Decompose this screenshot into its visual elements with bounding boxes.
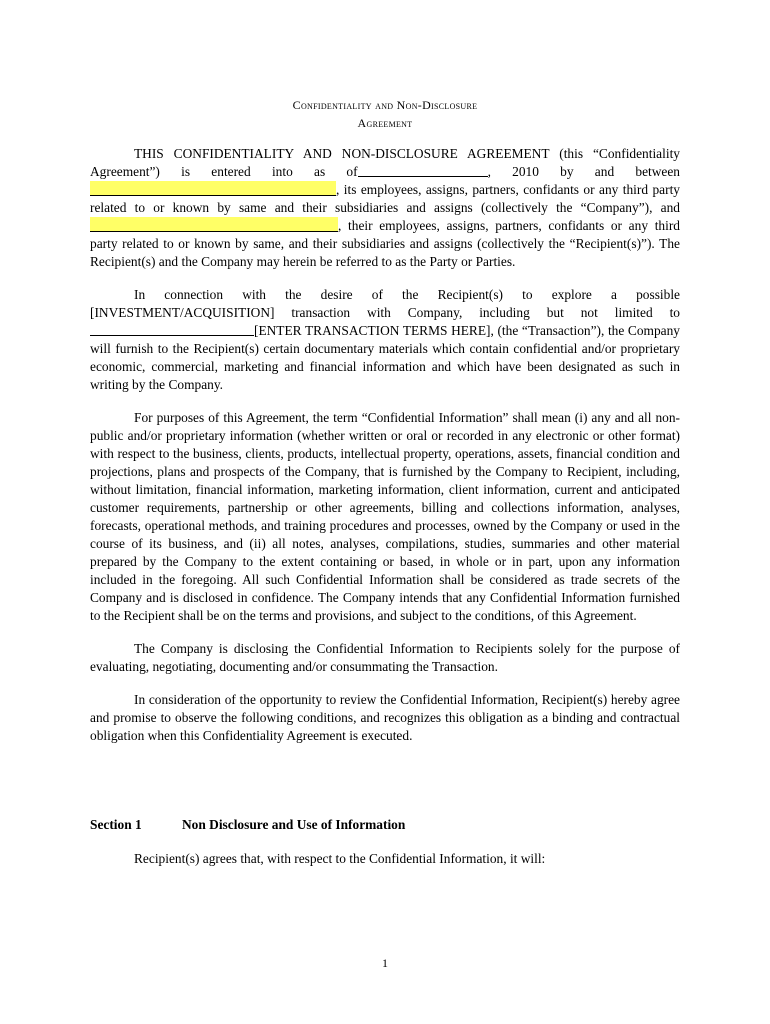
parties-text-c: , its employees, assigns, partners, confidants or any third party related to or known by same and their subsidiaries and assigns (collectively the “Company”), and [90, 182, 680, 215]
company-name-field[interactable] [90, 181, 336, 196]
section-1-heading [90, 816, 405, 834]
transaction-terms-blank[interactable] [90, 323, 254, 336]
parties-text-d: , their employees, assigns, partners, confidants or any third party related to or known by same, and their subsidiaries and assigns (collectively the “Recipient(s)”). The Recipient(s) and the Company may herein be referred to as the Party or Parties. [90, 218, 680, 269]
paragraph-consideration: In consideration of the opportunity to review the Confidential Information, Recipient(s) hereby agree and promise to observe the following conditions, and recognizes this obligation as a binding and contractual obligation when this Confidentiality Agreement is executed. [90, 692, 680, 743]
recipient-name-field[interactable] [90, 217, 338, 232]
paragraph-purpose: The Company is disclosing the Confidential Information to Recipients solely for the purpose of evaluating, negotiating, documenting and/or consummating the Transaction. [90, 641, 680, 674]
title-line-2: Agreement [357, 116, 413, 130]
paragraph-parties [90, 145, 680, 271]
paragraph-definition: For purposes of this Agreement, the term “Confidential Information” shall mean (i) any and all non-public and/or proprietary information (whether written or oral or recorded in any electronic or other format) with respect to the business, clients, products, intellectual property, operations, assets, financial condition and projections, plans and prospects of the Company, that is furnished by the Company to Recipient, including, without limitation, financial information, marketing information, client information, current and anticipated customer requirements, partnership or other agreements, billing and collections information, analyses, forecasts, operational methods, and training procedures and processes, owned by the Company or used in the course of its business, and (ii) all notes, analyses, compilations, studies, summaries and other material prepared by the Company to the extent containing or based, in whole or in part, upon any information included in the foregoing. All such Confidential Information shall be considered as trade secrets of the Company and is disclosed in confidence. The Company intends that any Confidential Information furnished to the Recipient shall be on the terms and provisions, and subject to the conditions, of this Agreement. [90, 410, 680, 623]
section-1-intro: Recipient(s) agrees that, with respect to the Confidential Information, it will: [134, 851, 546, 866]
parties-text-b: , 2010 by and between [487, 164, 680, 179]
title-line-1: Confidentiality and Non-Disclosure [292, 98, 478, 112]
parties-text-a: THIS CONFIDENTIALITY AND NON-DISCLOSURE AGREEMENT (this “Confidentiality Agreement”) is entered into as of [90, 146, 680, 179]
transaction-text-b: [ENTER TRANSACTION TERMS HERE], (the “Transaction”), the Company will furnish to the Recipient(s) certain documentary materials which contain confidential and/or proprietary economic, commercial, marketing and financial information and which have been designated as such in writing by the Company. [90, 323, 680, 392]
date-blank[interactable] [358, 164, 488, 177]
document-title [0, 96, 770, 132]
page-number: 1 [382, 956, 388, 970]
section-title: Non Disclosure and Use of Information [182, 817, 406, 832]
paragraph-transaction [90, 286, 680, 394]
transaction-text-a: In connection with the desire of the Recipient(s) to explore a possible [INVESTMENT/ACQUISITION] transaction with Company, including but not limited to [90, 287, 680, 320]
agreement-body [90, 145, 680, 760]
section-number: Section 1 [90, 817, 142, 832]
